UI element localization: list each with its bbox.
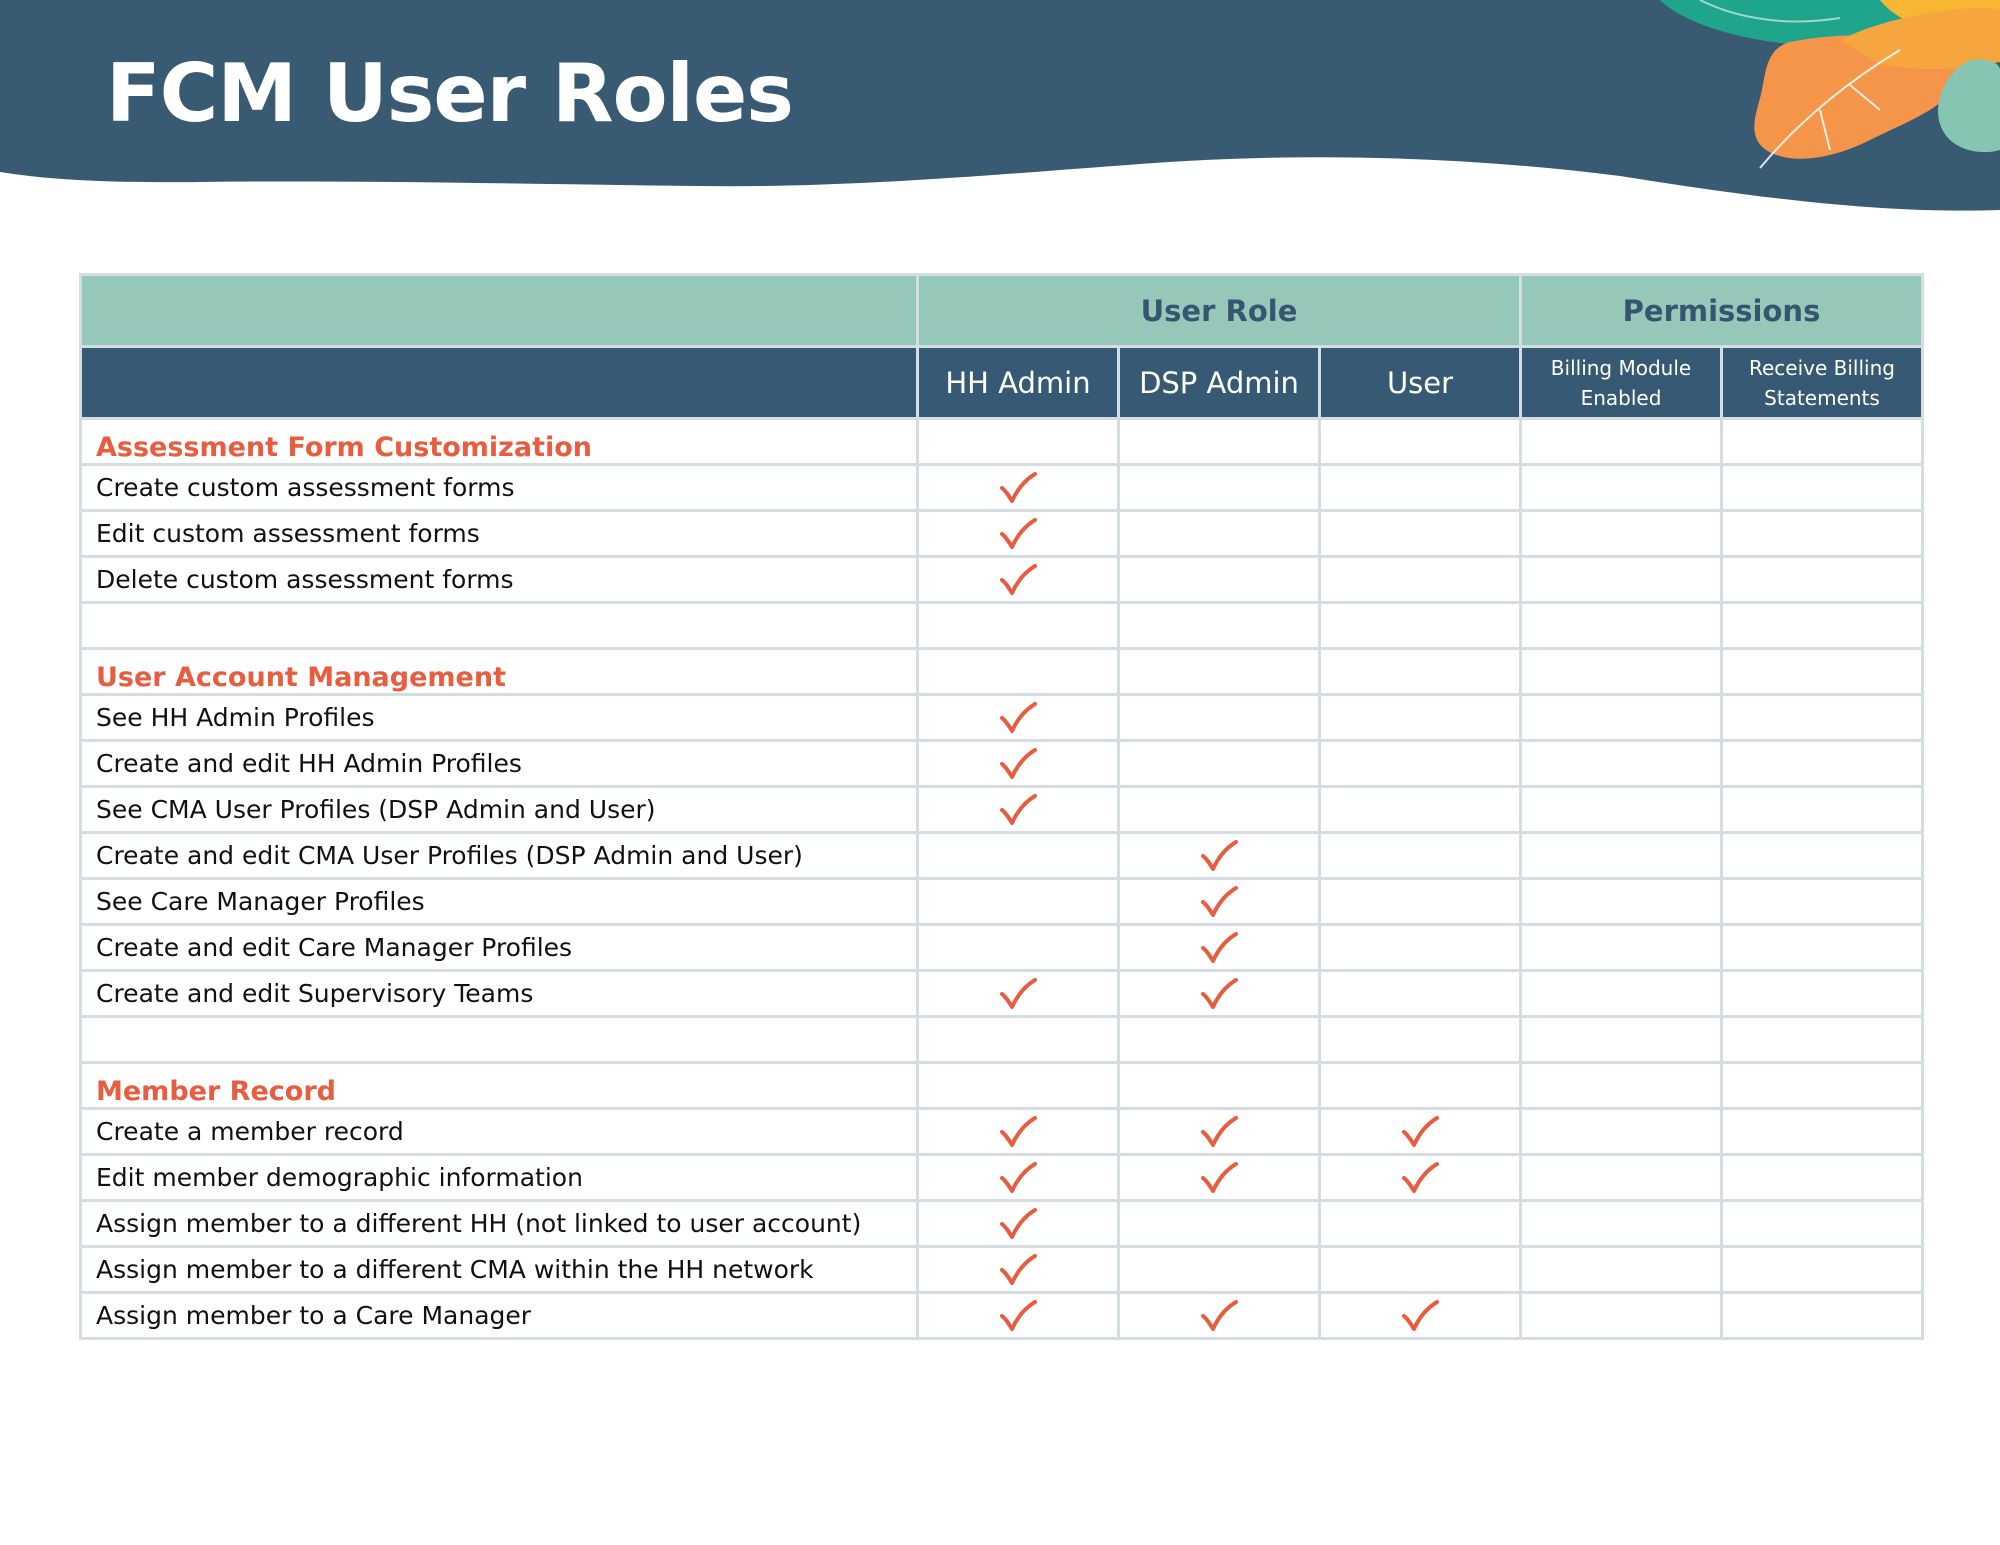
feature-label: Create and edit Care Manager Profiles [81,925,918,971]
permission-cell [1320,1109,1521,1155]
table-row [81,879,1923,925]
checkmark-icon [998,1253,1038,1287]
table-row [81,1247,1923,1293]
permission-cell [1722,1201,1923,1247]
permission-cell [1722,557,1923,603]
permission-cell [1722,971,1923,1017]
permission-cell [1320,1155,1521,1201]
permission-cell [1521,833,1722,879]
feature-label: Create and edit CMA User Profiles (DSP Admin and User) [81,833,918,879]
permission-cell [1119,925,1320,971]
permission-cell [1722,1293,1923,1339]
permission-cell [1119,1155,1320,1201]
permission-cell [918,649,1119,695]
permission-cell [1722,1247,1923,1293]
permission-cell [918,1063,1119,1109]
permission-cell [1521,695,1722,741]
group-header-row [81,275,1923,347]
permission-cell [1722,833,1923,879]
checkmark-icon [1199,839,1239,873]
checkmark-icon [998,1115,1038,1149]
permission-cell [1722,1017,1923,1063]
permission-cell [1320,741,1521,787]
table-row [81,1109,1923,1155]
permission-cell [1119,603,1320,649]
feature-label: See CMA User Profiles (DSP Admin and User) [81,787,918,833]
permission-cell [1320,603,1521,649]
permission-cell [1521,1155,1722,1201]
permission-cell [1320,465,1521,511]
permission-cell [1521,971,1722,1017]
permission-cell [1521,1109,1722,1155]
permission-cell [1119,465,1320,511]
permission-cell [1722,925,1923,971]
permission-cell [1722,879,1923,925]
permission-cell [1521,787,1722,833]
spacer-row [81,1017,1923,1063]
permission-cell [1119,833,1320,879]
feature-label [81,1017,918,1063]
permission-cell [1320,649,1521,695]
section-heading: Member Record [81,1063,918,1109]
permission-cell [1119,557,1320,603]
permission-cell [918,1017,1119,1063]
table-row [81,1201,1923,1247]
permission-cell [1320,971,1521,1017]
permission-cell [1521,925,1722,971]
checkmark-icon [998,1207,1038,1241]
permission-cell [1119,971,1320,1017]
feature-label: See HH Admin Profiles [81,695,918,741]
table-row [81,557,1923,603]
checkmark-icon [1199,1115,1239,1149]
permission-cell [918,1155,1119,1201]
permission-cell [1119,879,1320,925]
permissions-group-header: Permissions [1521,275,1923,347]
checkmark-icon [1400,1115,1440,1149]
permission-cell [1521,465,1722,511]
permission-cell [1722,741,1923,787]
feature-label: Edit member demographic information [81,1155,918,1201]
permission-cell [918,465,1119,511]
column-header-billing-module-enabled: Billing Module Enabled [1521,347,1722,419]
checkmark-icon [1199,1161,1239,1195]
permission-cell [1320,695,1521,741]
checkmark-icon [998,1299,1038,1333]
column-header-hh-admin: HH Admin [918,347,1119,419]
permission-cell [1320,1063,1521,1109]
table-row [81,925,1923,971]
permission-cell [1119,649,1320,695]
permission-cell [918,1247,1119,1293]
header-corner-cell [81,275,918,347]
permission-cell [1320,1293,1521,1339]
table-row [81,1293,1923,1339]
header-corner-cell [81,347,918,419]
feature-label: See Care Manager Profiles [81,879,918,925]
permission-cell [1320,1201,1521,1247]
feature-label: Assign member to a Care Manager [81,1293,918,1339]
permission-cell [1521,879,1722,925]
permission-cell [918,741,1119,787]
table-row [81,833,1923,879]
checkmark-icon [998,701,1038,735]
checkmark-icon [998,793,1038,827]
checkmark-icon [1199,885,1239,919]
permission-cell [1722,465,1923,511]
permission-cell [1722,1155,1923,1201]
permission-cell [1521,649,1722,695]
spacer-row [81,603,1923,649]
permission-cell [918,833,1119,879]
permission-cell [1320,511,1521,557]
permission-cell [1722,787,1923,833]
permission-cell [1320,419,1521,465]
column-header-dsp-admin: DSP Admin [1119,347,1320,419]
checkmark-icon [1400,1161,1440,1195]
permission-cell [1320,1247,1521,1293]
feature-label: Create a member record [81,1109,918,1155]
permission-cell [918,511,1119,557]
permission-cell [1521,1063,1722,1109]
table-row [81,511,1923,557]
permission-cell [1320,787,1521,833]
permission-cell [1521,1017,1722,1063]
permission-cell [1521,741,1722,787]
table-row [81,695,1923,741]
table-row [81,1155,1923,1201]
permission-cell [1722,649,1923,695]
feature-label: Assign member to a different HH (not linked to user account) [81,1201,918,1247]
permission-cell [1521,1247,1722,1293]
section-row [81,419,1923,465]
permission-cell [1722,695,1923,741]
permission-cell [1521,419,1722,465]
table-row [81,465,1923,511]
permission-cell [918,925,1119,971]
permission-cell [1119,1201,1320,1247]
feature-label [81,603,918,649]
feature-label: Edit custom assessment forms [81,511,918,557]
column-header-row [81,347,1923,419]
permission-cell [918,1293,1119,1339]
permission-cell [1119,695,1320,741]
checkmark-icon [998,563,1038,597]
table-row [81,971,1923,1017]
permission-cell [1320,557,1521,603]
permission-cell [1521,1201,1722,1247]
checkmark-icon [998,471,1038,505]
permission-cell [1722,1109,1923,1155]
checkmark-icon [1199,977,1239,1011]
permission-cell [918,603,1119,649]
permission-cell [1521,603,1722,649]
section-row [81,649,1923,695]
column-header-user: User [1320,347,1521,419]
permission-cell [918,1201,1119,1247]
permission-cell [1119,511,1320,557]
checkmark-icon [998,977,1038,1011]
permission-cell [918,971,1119,1017]
permission-cell [918,879,1119,925]
section-heading: User Account Management [81,649,918,695]
page-title: FCM User Roles [106,47,793,140]
permission-cell [1320,833,1521,879]
feature-label: Assign member to a different CMA within the HH network [81,1247,918,1293]
permission-cell [1119,419,1320,465]
feature-label: Create and edit HH Admin Profiles [81,741,918,787]
table-row [81,741,1923,787]
permission-cell [1119,1293,1320,1339]
permission-cell [1722,511,1923,557]
permission-cell [1119,787,1320,833]
permission-cell [918,557,1119,603]
feature-label: Create and edit Supervisory Teams [81,971,918,1017]
checkmark-icon [1199,931,1239,965]
checkmark-icon [998,747,1038,781]
permission-cell [918,419,1119,465]
feature-label: Create custom assessment forms [81,465,918,511]
feature-label: Delete custom assessment forms [81,557,918,603]
permission-cell [918,787,1119,833]
permission-cell [1119,1063,1320,1109]
permission-cell [1119,1017,1320,1063]
permission-cell [1320,925,1521,971]
table-row [81,787,1923,833]
section-heading: Assessment Form Customization [81,419,918,465]
permission-cell [1521,1293,1722,1339]
section-row [81,1063,1923,1109]
permission-cell [1119,1247,1320,1293]
permission-cell [1320,879,1521,925]
permission-cell [1119,741,1320,787]
permission-cell [918,695,1119,741]
permission-cell [918,1109,1119,1155]
header-banner [0,0,2000,220]
permission-cell [1521,511,1722,557]
checkmark-icon [1199,1299,1239,1333]
permission-cell [1119,1109,1320,1155]
checkmark-icon [998,1161,1038,1195]
permission-cell [1320,1017,1521,1063]
user-role-group-header: User Role [918,275,1521,347]
permission-cell [1722,419,1923,465]
permission-cell [1722,1063,1923,1109]
permission-cell [1722,603,1923,649]
checkmark-icon [998,517,1038,551]
user-roles-table [79,273,1924,1340]
column-header-receive-billing-statements: Receive Billing Statements [1722,347,1923,419]
permission-cell [1521,557,1722,603]
checkmark-icon [1400,1299,1440,1333]
